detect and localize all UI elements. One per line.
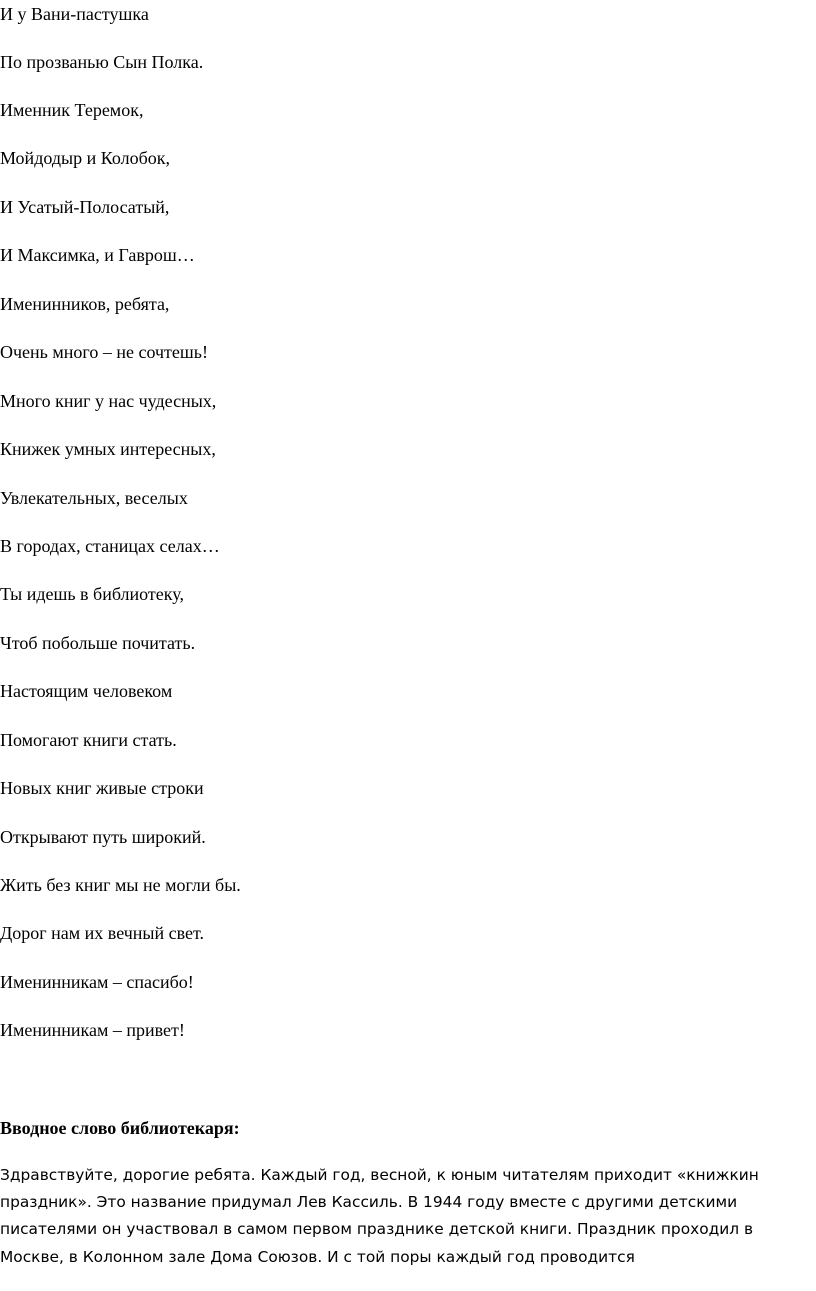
poem-line: Мойдодыр и Колобок, [0, 148, 170, 168]
poem-line: Много книг у нас чудесных, [0, 391, 217, 411]
poem-line: Открывают путь широкий. [0, 827, 206, 847]
poem-line: Книжек умных интересных, [0, 439, 216, 459]
poem-line: Очень много – не сочтешь! [0, 342, 208, 362]
paragraph-line: Москве, в Колонном зале Дома Союзов. И с той поры каждый год проводится [0, 1247, 635, 1266]
poem-line: Новых книг живые строки [0, 778, 204, 798]
poem-line: Дорог нам их вечный свет. [0, 923, 205, 943]
paragraph-line: праздник». Это название придумал Лев Кассиль. В 1944 году вместе с другими детскими [0, 1193, 738, 1212]
poem-line: Именинникам – спасибо! [0, 972, 194, 992]
poem-line: И у Вани-пастушка [0, 4, 149, 24]
poem-line: Помогают книги стать. [0, 730, 177, 750]
poem-line: Именинникам – привет! [0, 1020, 185, 1040]
poem-line: Настоящим человеком [0, 681, 173, 701]
poem-line: По прозванью Сын Полка. [0, 52, 204, 72]
poem-line: В городах, станицах селах… [0, 536, 220, 556]
intro-paragraph [0, 1162, 790, 1271]
paragraph-line: Здравствуйте, дорогие ребята. Каждый год, весной, к юным читателям приходит «книжкин [0, 1166, 759, 1184]
section-heading: Вводное слово библиотекаря: [0, 1118, 240, 1138]
poem-line: Ты идешь в библиотеку, [0, 584, 184, 604]
poem-line: Чтоб побольше почитать. [0, 633, 196, 653]
paragraph-line: писателями он участвовал в самом первом празднике детской книги. Праздник проходил в [0, 1220, 754, 1239]
poem-line: И Усатый-Полосатый, [0, 197, 170, 217]
poem-line: Жить без книг мы не могли бы. [0, 875, 241, 895]
poem-line: Именинников, ребята, [0, 294, 170, 314]
poem-line: И Максимка, и Гаврош… [0, 245, 195, 265]
poem-line: Именник Теремок, [0, 100, 144, 120]
poem-line: Увлекательных, веселых [0, 488, 188, 508]
